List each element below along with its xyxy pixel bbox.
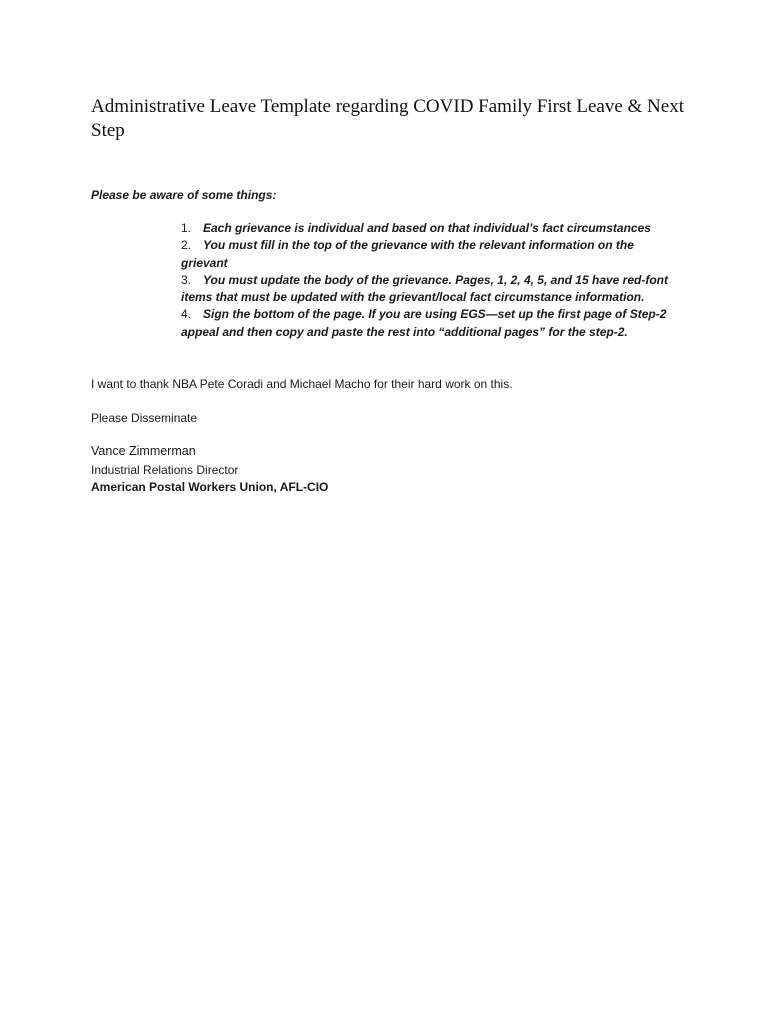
document-title: Administrative Leave Template regarding COVID Family First Leave & Next Step <box>91 96 684 141</box>
list-item <box>181 306 683 341</box>
disseminate-line: Please Disseminate <box>91 411 198 425</box>
list-item-text: Sign the bottom of the page. If you are using EGS—set up the first page of Step-2 appeal and then copy and paste the rest into “additional pages” for the step-2. <box>181 307 667 339</box>
list-item-number: 4. <box>181 307 192 322</box>
intro-text: Please be aware of some things: <box>91 188 277 202</box>
signature-organization: American Postal Workers Union, AFL-CIO <box>91 480 329 494</box>
signature-role: Industrial Relations Director <box>91 463 239 477</box>
signature-name: Vance Zimmerman <box>91 444 196 458</box>
list-item-number: 2. <box>181 238 192 253</box>
thanks-paragraph: I want to thank NBA Pete Coradi and Michael Macho for their hard work on this. <box>91 377 513 391</box>
list-item <box>181 272 683 307</box>
list-item-number: 3. <box>181 272 192 287</box>
instruction-list <box>181 220 683 341</box>
list-item <box>181 237 683 272</box>
list-item-number: 1. <box>181 221 192 235</box>
list-item-text: You must fill in the top of the grievance with the relevant information on the grievant <box>181 238 634 270</box>
list-item <box>181 220 683 237</box>
list-item-text: You must update the body of the grievance. Pages, 1, 2, 4, 5, and 15 have red-font items that must be updated with the grievant/local fact circumstance information. <box>181 272 668 305</box>
list-item-text: Each grievance is individual and based on that individual’s fact circumstances <box>203 221 651 235</box>
